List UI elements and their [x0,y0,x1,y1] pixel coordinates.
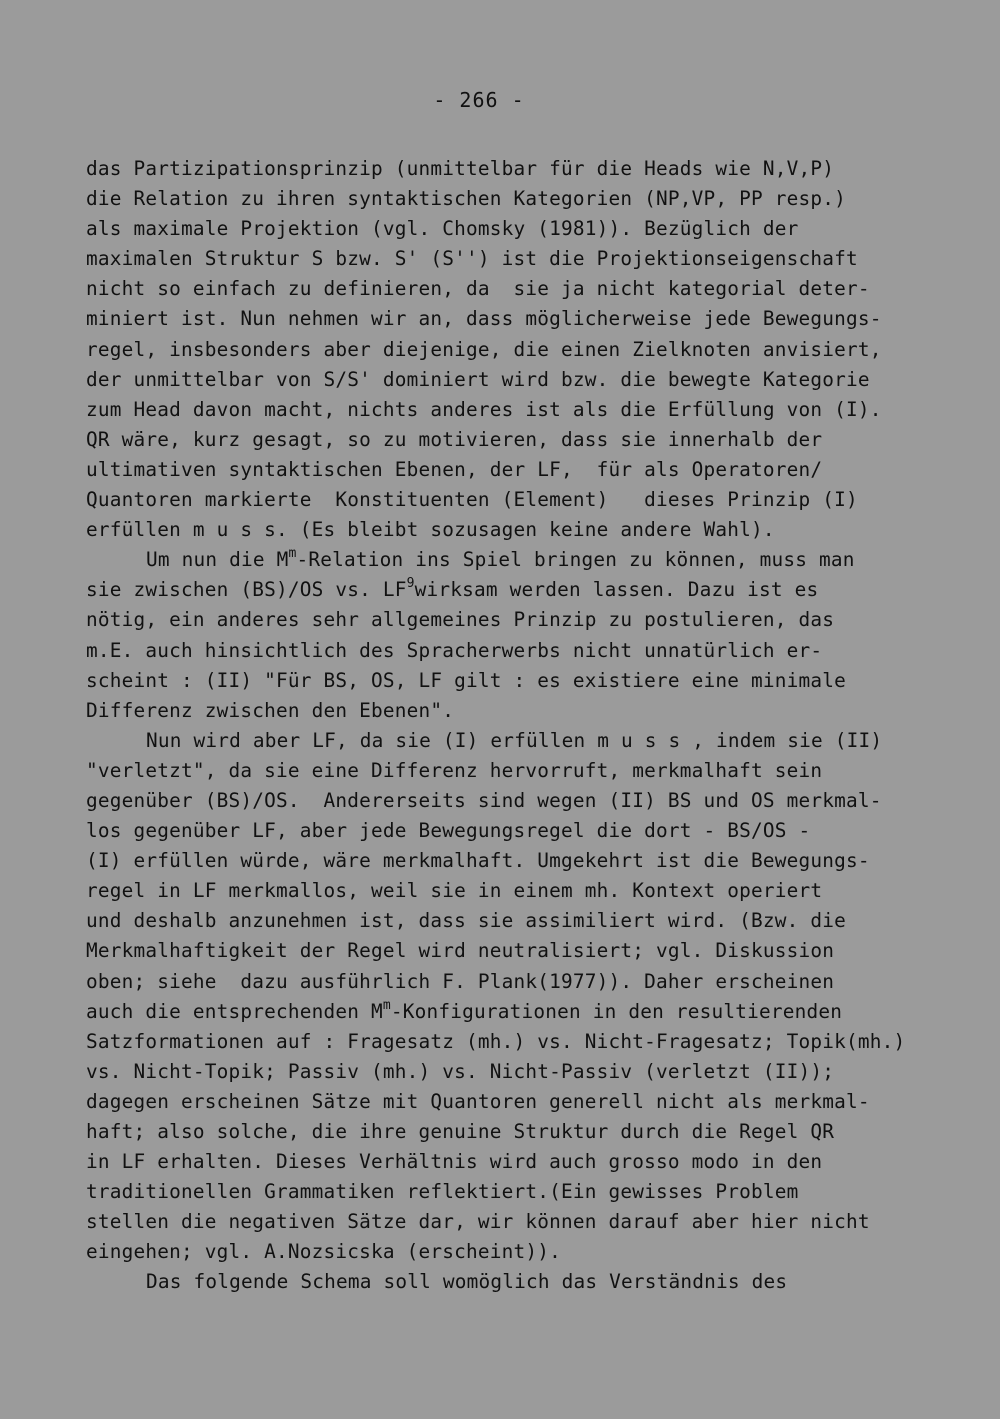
superscript: m [288,546,297,562]
line-segment: sie zwischen (BS)/OS vs. LF [86,578,407,602]
line-segment: Um nun die M [146,548,289,572]
text-line: Merkmalhaftigkeit der Regel wird neutralisiert; vgl. Diskussion [86,939,835,963]
text-line: traditionellen Grammatiken reflektiert.(Ein gewisses Problem [86,1180,799,1204]
text-line: als maximale Projektion (vgl. Chomsky (1981)). Bezüglich der [86,217,799,241]
text-line: erfüllen m u s s. (Es bleibt sozusagen keine andere Wahl). [86,518,775,542]
page-number: - 266 - [433,88,525,112]
superscript: 9 [406,576,415,592]
text-line: Differenz zwischen den Ebenen". [86,698,455,722]
text-line: in LF erhalten. Dieses Verhältnis wird auch grosso modo in den [86,1150,823,1174]
text-line: regel in LF merkmallos, weil sie in einem mh. Kontext operiert [86,879,823,903]
text-line: stellen die negativen Sätze dar, wir können darauf aber hier nicht [86,1210,870,1234]
text-line: und deshalb anzunehmen ist, dass sie assimiliert wird. (Bzw. die [86,909,846,933]
body-text [86,154,966,1298]
line-segment: wirksam werden lassen. Dazu ist es [414,578,819,602]
text-line: m.E. auch hinsichtlich des Spracherwerbs nicht unnatürlich er- [86,638,823,662]
text-line: "verletzt", da sie eine Differenz hervorruft, merkmalhaft sein [86,758,823,782]
text-line: Satzformationen auf : Fragesatz (mh.) vs. Nicht-Fragesatz; Topik(mh.) [86,1029,906,1053]
line-segment: -Konfigurationen in den resultierenden [390,999,843,1023]
text-line: haft; also solche, die ihre genuine Struktur durch die Regel QR [86,1120,835,1143]
text-line: die Relation zu ihren syntaktischen Kategorien (NP,VP, PP resp.) [86,187,846,211]
text-line: vs. Nicht-Topik; Passiv (mh.) vs. Nicht-Passiv (verletzt (II)); [86,1059,835,1083]
text-line: ultimativen syntaktischen Ebenen, der LF, für als Operatoren/ [86,457,823,481]
line-segment: auch die entsprechenden M [86,999,383,1023]
text-line: oben; siehe dazu ausführlich F. Plank(1977)). Daher erscheinen [86,969,835,993]
text-line: regel, insbesonders aber diejenige, die einen Zielknoten anvisiert, [86,337,882,361]
text-line: QR wäre, kurz gesagt, so zu motivieren, dass sie innerhalb der [86,427,823,451]
text-line: los gegenüber LF, aber jede Bewegungsregel die dort - BS/OS - [86,819,811,843]
text-line: dagegen erscheinen Sätze mit Quantoren generell nicht als merkmal- [86,1089,870,1113]
text-line: Nun wird aber LF, da sie (I) erfüllen m u s s , indem sie (II) [146,728,883,752]
text-line: Das folgende Schema soll womöglich das Verständnis des [146,1270,788,1294]
text-line: gegenüber (BS)/OS. Andererseits sind wegen (II) BS und OS merkmal- [86,788,882,812]
text-line [86,997,966,1027]
text-line: eingehen; vgl. A.Nozsicska (erscheint)). [86,1240,561,1264]
text-line: der unmittelbar von S/S' dominiert wird bzw. die bewegte Kategorie [86,367,870,391]
text-line: (I) erfüllen würde, wäre merkmalhaft. Umgekehrt ist die Bewegungs- [86,849,870,873]
text-line: scheint : (II) "Für BS, OS, LF gilt : es existiere eine minimale [86,668,846,692]
text-line: miniert ist. Nun nehmen wir an, dass möglicherweise jede Bewegungs- [86,307,882,331]
text-line: das Partizipationsprinzip (unmittelbar für die Heads wie N,V,P) [86,157,835,180]
text-line: maximalen Struktur S bzw. S' (S'') ist die Projektionseigenschaft [86,247,858,271]
text-line [86,545,966,575]
text-line: Quantoren markierte Konstituenten (Element) dieses Prinzip (I) [86,488,858,512]
text-line: zum Head davon macht, nichts anderes ist als die Erfüllung von (I). [86,397,882,421]
line-segment: -Relation ins Spiel bringen zu können, muss man [296,548,855,572]
superscript: m [382,997,391,1013]
text-line: nötig, ein anderes sehr allgemeines Prinzip zu postulieren, das [86,608,835,632]
text-line [86,575,966,605]
text-line: nicht so einfach zu definieren, da sie ja nicht kategorial deter- [86,277,870,301]
